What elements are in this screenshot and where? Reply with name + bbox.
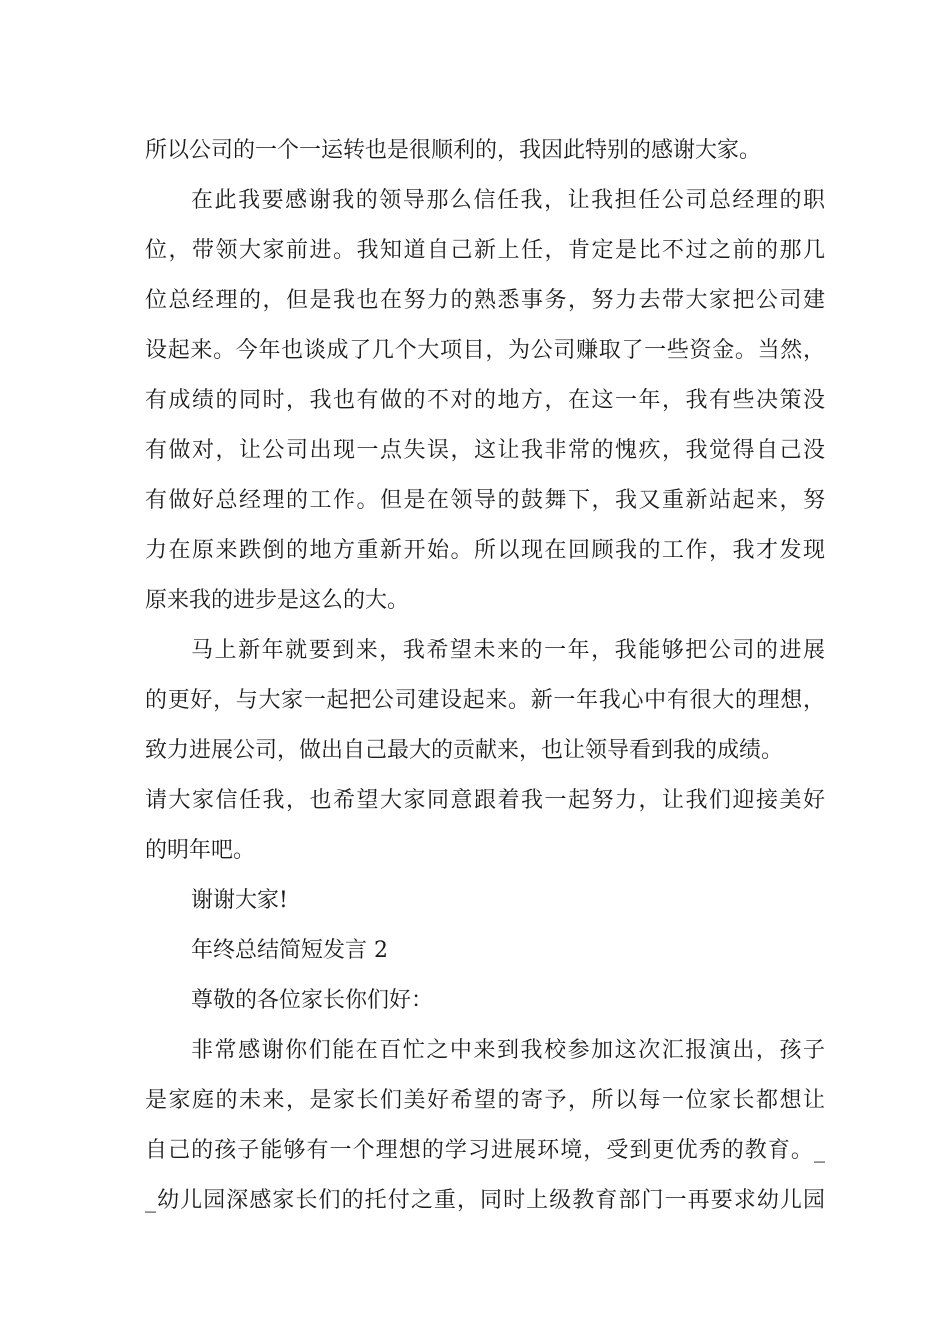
text-line: 尊敬的各位家长你们好： xyxy=(191,988,434,1013)
text-line: 力在原来跌倒的地方重新开始。所以现在回顾我的工作，我才发现 xyxy=(145,538,825,563)
text-line: 年终总结简短发言 2 xyxy=(191,938,388,963)
document-body xyxy=(145,126,825,1226)
text-line: 原来我的进步是这么的大。 xyxy=(145,588,410,613)
text-line: 致力进展公司，做出自己最大的贡献来，也让领导看到我的成绩。 xyxy=(145,738,784,763)
text-line: 所以公司的一个一运转也是很顺利的，我因此特别的感谢大家。 xyxy=(145,138,762,163)
text-line: 自己的孩子能够有一个理想的学习进展环境，受到更优秀的教育。_ xyxy=(145,1138,825,1163)
text-line: 是家庭的未来，是家长们美好希望的寄予，所以每一位家长都想让 xyxy=(145,1088,825,1113)
text-line: 马上新年就要到来，我希望未来的一年，我能够把公司的进展 xyxy=(191,638,825,663)
text-line: 的明年吧。 xyxy=(145,838,256,863)
text-line: 非常感谢你们能在百忙之中来到我校参加这次汇报演出，孩子 xyxy=(191,1038,825,1063)
text-line: 有做好总经理的工作。但是在领导的鼓舞下，我又重新站起来，努 xyxy=(145,488,825,513)
text-line: 有成绩的同时，我也有做的不对的地方，在这一年，我有些决策没 xyxy=(145,388,825,413)
text-line: 位总经理的，但是我也在努力的熟悉事务，努力去带大家把公司建 xyxy=(145,288,825,313)
text-line: _幼儿园深感家长们的托付之重，同时上级教育部门一再要求幼儿园 xyxy=(145,1188,825,1213)
text-line: 有做对，让公司出现一点失误，这让我非常的愧疚，我觉得自己没 xyxy=(145,438,825,463)
text-line: 谢谢大家! xyxy=(191,888,288,913)
text-line: 请大家信任我，也希望大家同意跟着我一起努力，让我们迎接美好 xyxy=(145,788,825,813)
text-line: 位，带领大家前进。我知道自己新上任，肯定是比不过之前的那几 xyxy=(145,238,825,263)
text-line: 设起来。今年也谈成了几个大项目，为公司赚取了一些资金。当然， xyxy=(145,338,825,363)
text-line: 在此我要感谢我的领导那么信任我，让我担任公司总经理的职 xyxy=(191,188,825,213)
text-line: 的更好，与大家一起把公司建设起来。新一年我心中有很大的理想， xyxy=(145,688,825,713)
